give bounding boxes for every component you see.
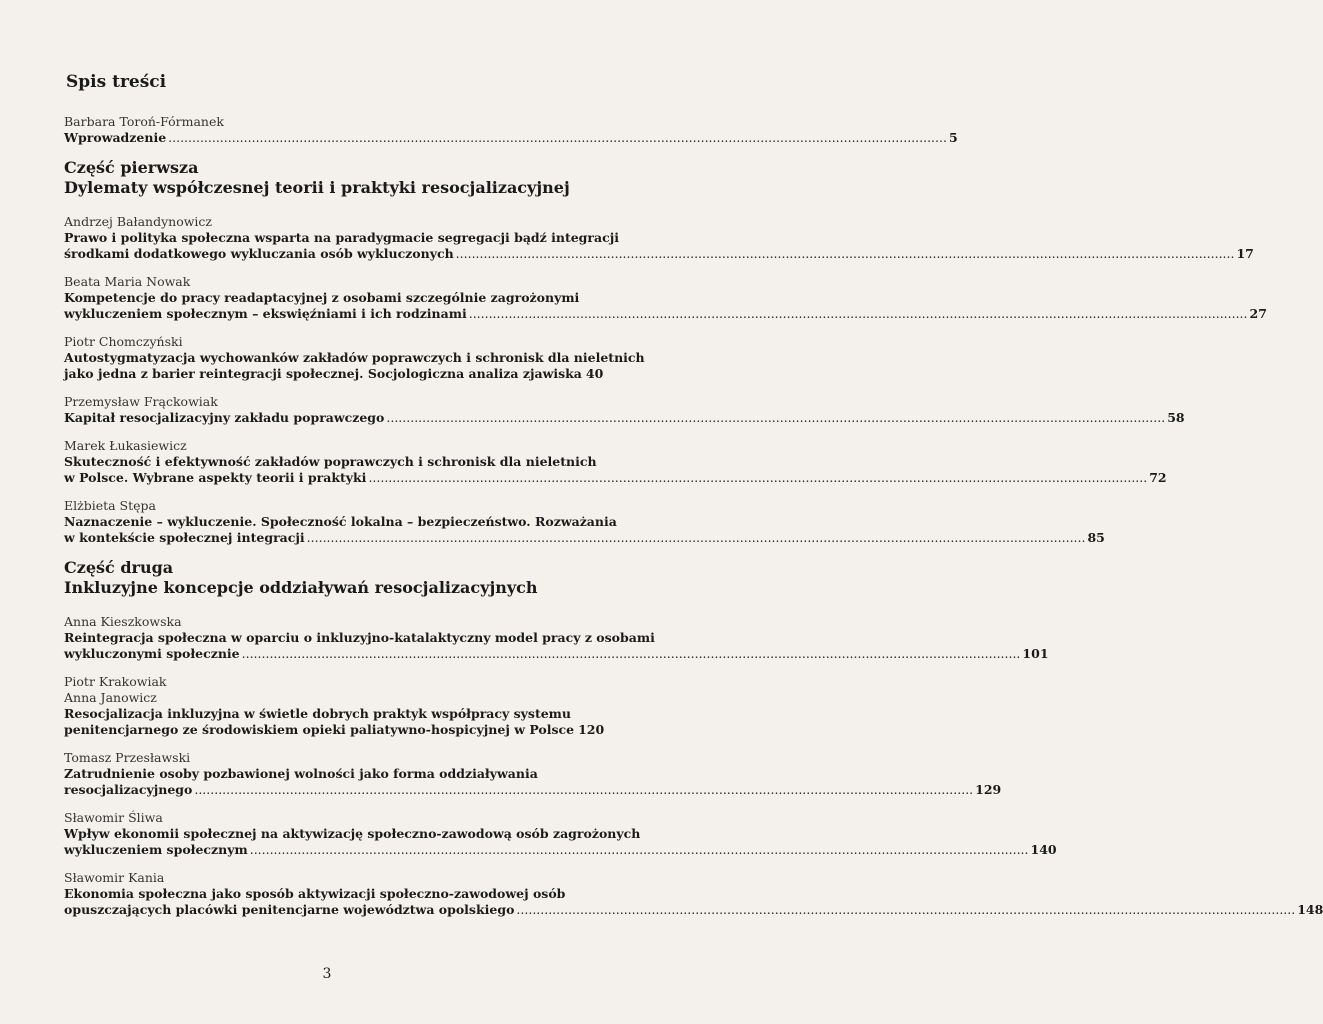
entry-title-line: Resocjalizacja inkluzyjna w świetle dobrych praktyk współpracy systemu [64, 706, 571, 721]
toc-entry[interactable] [64, 750, 1002, 798]
toc-heading: Spis treści [66, 72, 167, 92]
entry-title-line: Wpływ ekonomii społecznej na aktywizację społeczno-zawodową osób zagrożonych [64, 826, 641, 841]
entry-author: Sławomir Kania [64, 870, 165, 885]
entry-title-line [64, 470, 1167, 486]
entry-page-number: 58 [1167, 410, 1185, 425]
entry-title-line [64, 842, 1057, 858]
entry-page-number: 40 [585, 366, 604, 381]
entry-title-line: Prawo i polityka społeczna wsparta na paradygmacie segregacji bądź integracji [64, 230, 619, 245]
toc-entry-intro[interactable] [64, 114, 958, 146]
toc-entry[interactable] [64, 810, 1057, 858]
dot-leader [516, 902, 1295, 918]
part-one-heading [64, 158, 596, 198]
dot-leader [469, 306, 1248, 322]
entry-title: w Polsce. Wybrane aspekty teorii i praktyki [64, 470, 367, 485]
entry-title-line [64, 366, 604, 382]
entry-page-number: 120 [578, 722, 605, 737]
entry-page-number: 129 [975, 782, 1002, 797]
entry-page-number: 148 [1297, 902, 1323, 917]
entry-author: Tomasz Przesławski [64, 750, 191, 765]
toc-entry[interactable] [64, 438, 1167, 486]
entry-author: Przemysław Frąckowiak [64, 394, 218, 409]
entry-title-line [64, 722, 605, 738]
dot-leader [386, 410, 1165, 426]
entry-title-line: Naznaczenie – wykluczenie. Społeczność lokalna – bezpieczeństwo. Rozważania [64, 514, 617, 529]
toc-entry[interactable] [64, 214, 1254, 262]
part-title: Inkluzyjne koncepcje oddziaływań resocjalizacyjnych [64, 578, 538, 597]
entry-author: Piotr Krakowiak [64, 674, 167, 689]
part-two-entries [64, 614, 1323, 918]
entry-title: resocjalizacyjnego [64, 782, 193, 797]
toc-entry[interactable] [64, 674, 605, 738]
toc-entry[interactable] [64, 334, 645, 382]
toc-entry[interactable] [64, 870, 1323, 918]
dot-leader [168, 130, 947, 146]
entry-title: środkami dodatkowego wykluczania osób wykluczonych [64, 246, 454, 261]
entry-title-line [64, 130, 958, 146]
dot-leader [250, 842, 1029, 858]
entry-author: Piotr Chomczyński [64, 334, 183, 349]
entry-title-line [64, 902, 1323, 918]
dot-leader [368, 470, 1147, 486]
entry-page-number: 140 [1030, 842, 1057, 857]
entry-title: wykluczeniem społecznym [64, 842, 248, 857]
entry-title: penitencjarnego ze środowiskiem opieki paliatywno-hospicyjnej w Polsce [64, 722, 575, 737]
dot-leader [456, 246, 1235, 262]
entry-title: w kontekście społecznej integracji [64, 530, 305, 545]
entry-author: Andrzej Bałandynowicz [64, 214, 213, 229]
dot-leader [194, 782, 973, 798]
entry-title: opuszczających placówki penitencjarne województwa opolskiego [64, 902, 515, 917]
entry-title: wykluczeniem społecznym – ekswięźniami i ich rodzinami [64, 306, 467, 321]
entry-title: Wprowadzenie [64, 130, 167, 145]
part-two-heading [64, 558, 596, 598]
toc-entry[interactable] [64, 614, 1049, 662]
entry-author: Marek Łukasiewicz [64, 438, 187, 453]
entry-title-line [64, 530, 1105, 546]
entry-title-line [64, 306, 1267, 322]
part-title: Dylematy współczesnej teorii i praktyki resocjalizacyjnej [64, 178, 570, 197]
page-number: 3 [322, 966, 332, 982]
entry-title-line [64, 646, 1049, 662]
entry-title-line: Kompetencje do pracy readaptacyjnej z osobami szczególnie zagrożonymi [64, 290, 580, 305]
entry-author: Beata Maria Nowak [64, 274, 191, 289]
entry-author: Elżbieta Stępa [64, 498, 156, 513]
entry-author: Sławomir Śliwa [64, 810, 163, 825]
entry-title: wykluczonymi społecznie [64, 646, 240, 661]
toc-entry[interactable] [64, 274, 1267, 322]
dot-leader [307, 530, 1086, 546]
entry-title-line [64, 782, 1002, 798]
part-name: Część pierwsza [64, 158, 199, 177]
entry-page-number: 101 [1022, 646, 1049, 661]
entry-title-line [64, 410, 1185, 426]
toc-entry[interactable] [64, 498, 1105, 546]
entry-title-line [64, 246, 1254, 262]
entry-title-line: Zatrudnienie osoby pozbawionej wolności jako forma oddziaływania [64, 766, 538, 781]
dot-leader [242, 646, 1021, 662]
entry-title-line: Ekonomia społeczna jako sposób aktywizacji społeczno-zawodowej osób [64, 886, 566, 901]
entry-title-line: Skuteczność i efektywność zakładów poprawczych i schronisk dla nieletnich [64, 454, 597, 469]
part-name: Część druga [64, 558, 174, 577]
table-of-contents [64, 114, 1323, 930]
entry-page-number: 27 [1249, 306, 1267, 321]
entry-author: Barbara Toroń-Fórmanek [64, 114, 224, 129]
entry-page-number: 5 [948, 130, 958, 145]
entry-page-number: 72 [1149, 470, 1167, 485]
entry-author: Anna Janowicz [64, 690, 157, 705]
entry-title: Kapitał resocjalizacyjny zakładu poprawczego [64, 410, 385, 425]
entry-page-number: 85 [1087, 530, 1105, 545]
entry-title: jako jedna z barier reintegracji społecznej. Socjologiczna analiza zjawiska [64, 366, 582, 381]
entry-page-number: 17 [1236, 246, 1254, 261]
part-one-entries [64, 214, 1267, 546]
entry-title-line: Reintegracja społeczna w oparciu o inkluzyjno-katalaktyczny model pracy z osobami [64, 630, 655, 645]
entry-title-line: Autostygmatyzacja wychowanków zakładów poprawczych i schronisk dla nieletnich [64, 350, 645, 365]
toc-entry[interactable] [64, 394, 1185, 426]
entry-author: Anna Kieszkowska [64, 614, 182, 629]
